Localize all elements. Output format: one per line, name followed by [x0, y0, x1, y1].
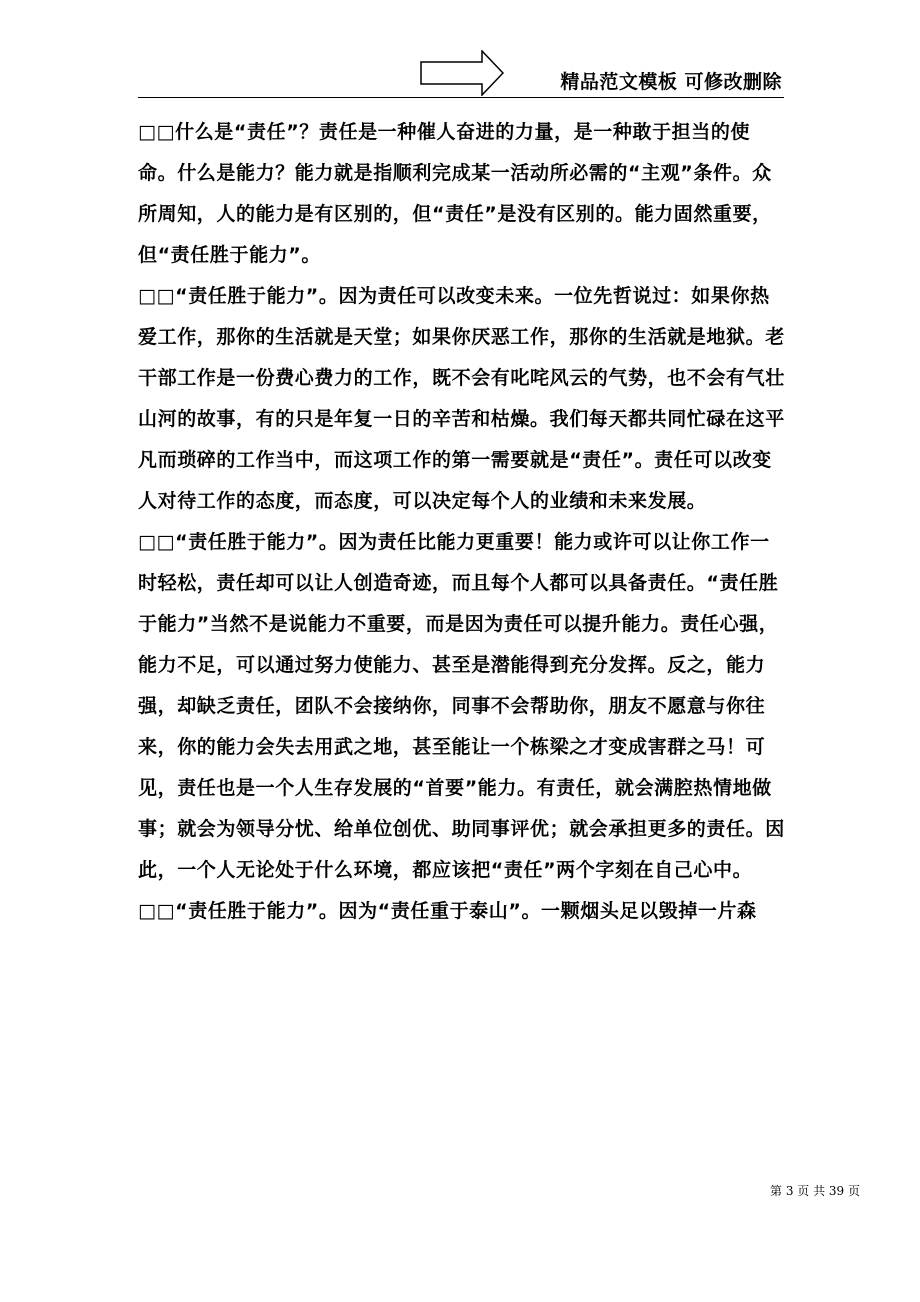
paragraph: □□“责任胜于能力”。因为“责任重于泰山”。一颗烟头足以毁掉一片森 [138, 900, 757, 922]
page-header [138, 50, 784, 100]
document-body [138, 112, 788, 932]
header-title: 精品范文模板 可修改删除 [560, 71, 782, 93]
header-divider [138, 97, 784, 98]
arrow-right-icon [420, 50, 504, 96]
paragraph: □□“责任胜于能力”。因为责任比能力更重要！能力或许可以让你工作一时轻松，责任却可以让人创造奇迹，而且每个人都可以具备责任。“责任胜于能力”当然不是说能力不重要，而是因为责任可以提升能力。责任心强，能力不足，可以通过努力使能力、甚至是潜能得到充分发挥。反之，能力强，却缺乏责任，团队不会接纳你，同事不会帮助你，朋友不愿意与你往来，你的能力会失去用武之地，甚至能让一个栋梁之才变成害群之马！可见，责任也是一个人生存发展的“首要”能力。有责任，就会满腔热情地做事；就会为领导分忧、给单位创优、助同事评优；就会承担更多的责任。因此，一个人无论处于什么环境，都应该把“责任”两个字刻在自己心中。 [138, 531, 785, 881]
paragraph: □□什么是“责任”？责任是一种催人奋进的力量，是一种敢于担当的使命。什么是能力？能力就是指顺利完成某一活动所必需的“主观”条件。众所周知，人的能力是有区别的，但“责任”是没有区别的。能力固然重要，但“责任胜于能力”。 [138, 121, 772, 266]
page-number: 第 3 页 共 39 页 [770, 1184, 860, 1198]
paragraph: □□“责任胜于能力”。因为责任可以改变未来。一位先哲说过：如果你热爱工作，那你的生活就是天堂；如果你厌恶工作，那你的生活就是地狱。老干部工作是一份费心费力的工作，既不会有叱咤风云的气势，也不会有气壮山河的故事，有的只是年复一日的辛苦和枯燥。我们每天都共同忙碌在这平凡而琐碎的工作当中，而这项工作的第一需要就是“责任”。责任可以改变人对待工作的态度，而态度，可以决定每个人的业绩和未来发展。 [138, 285, 785, 512]
